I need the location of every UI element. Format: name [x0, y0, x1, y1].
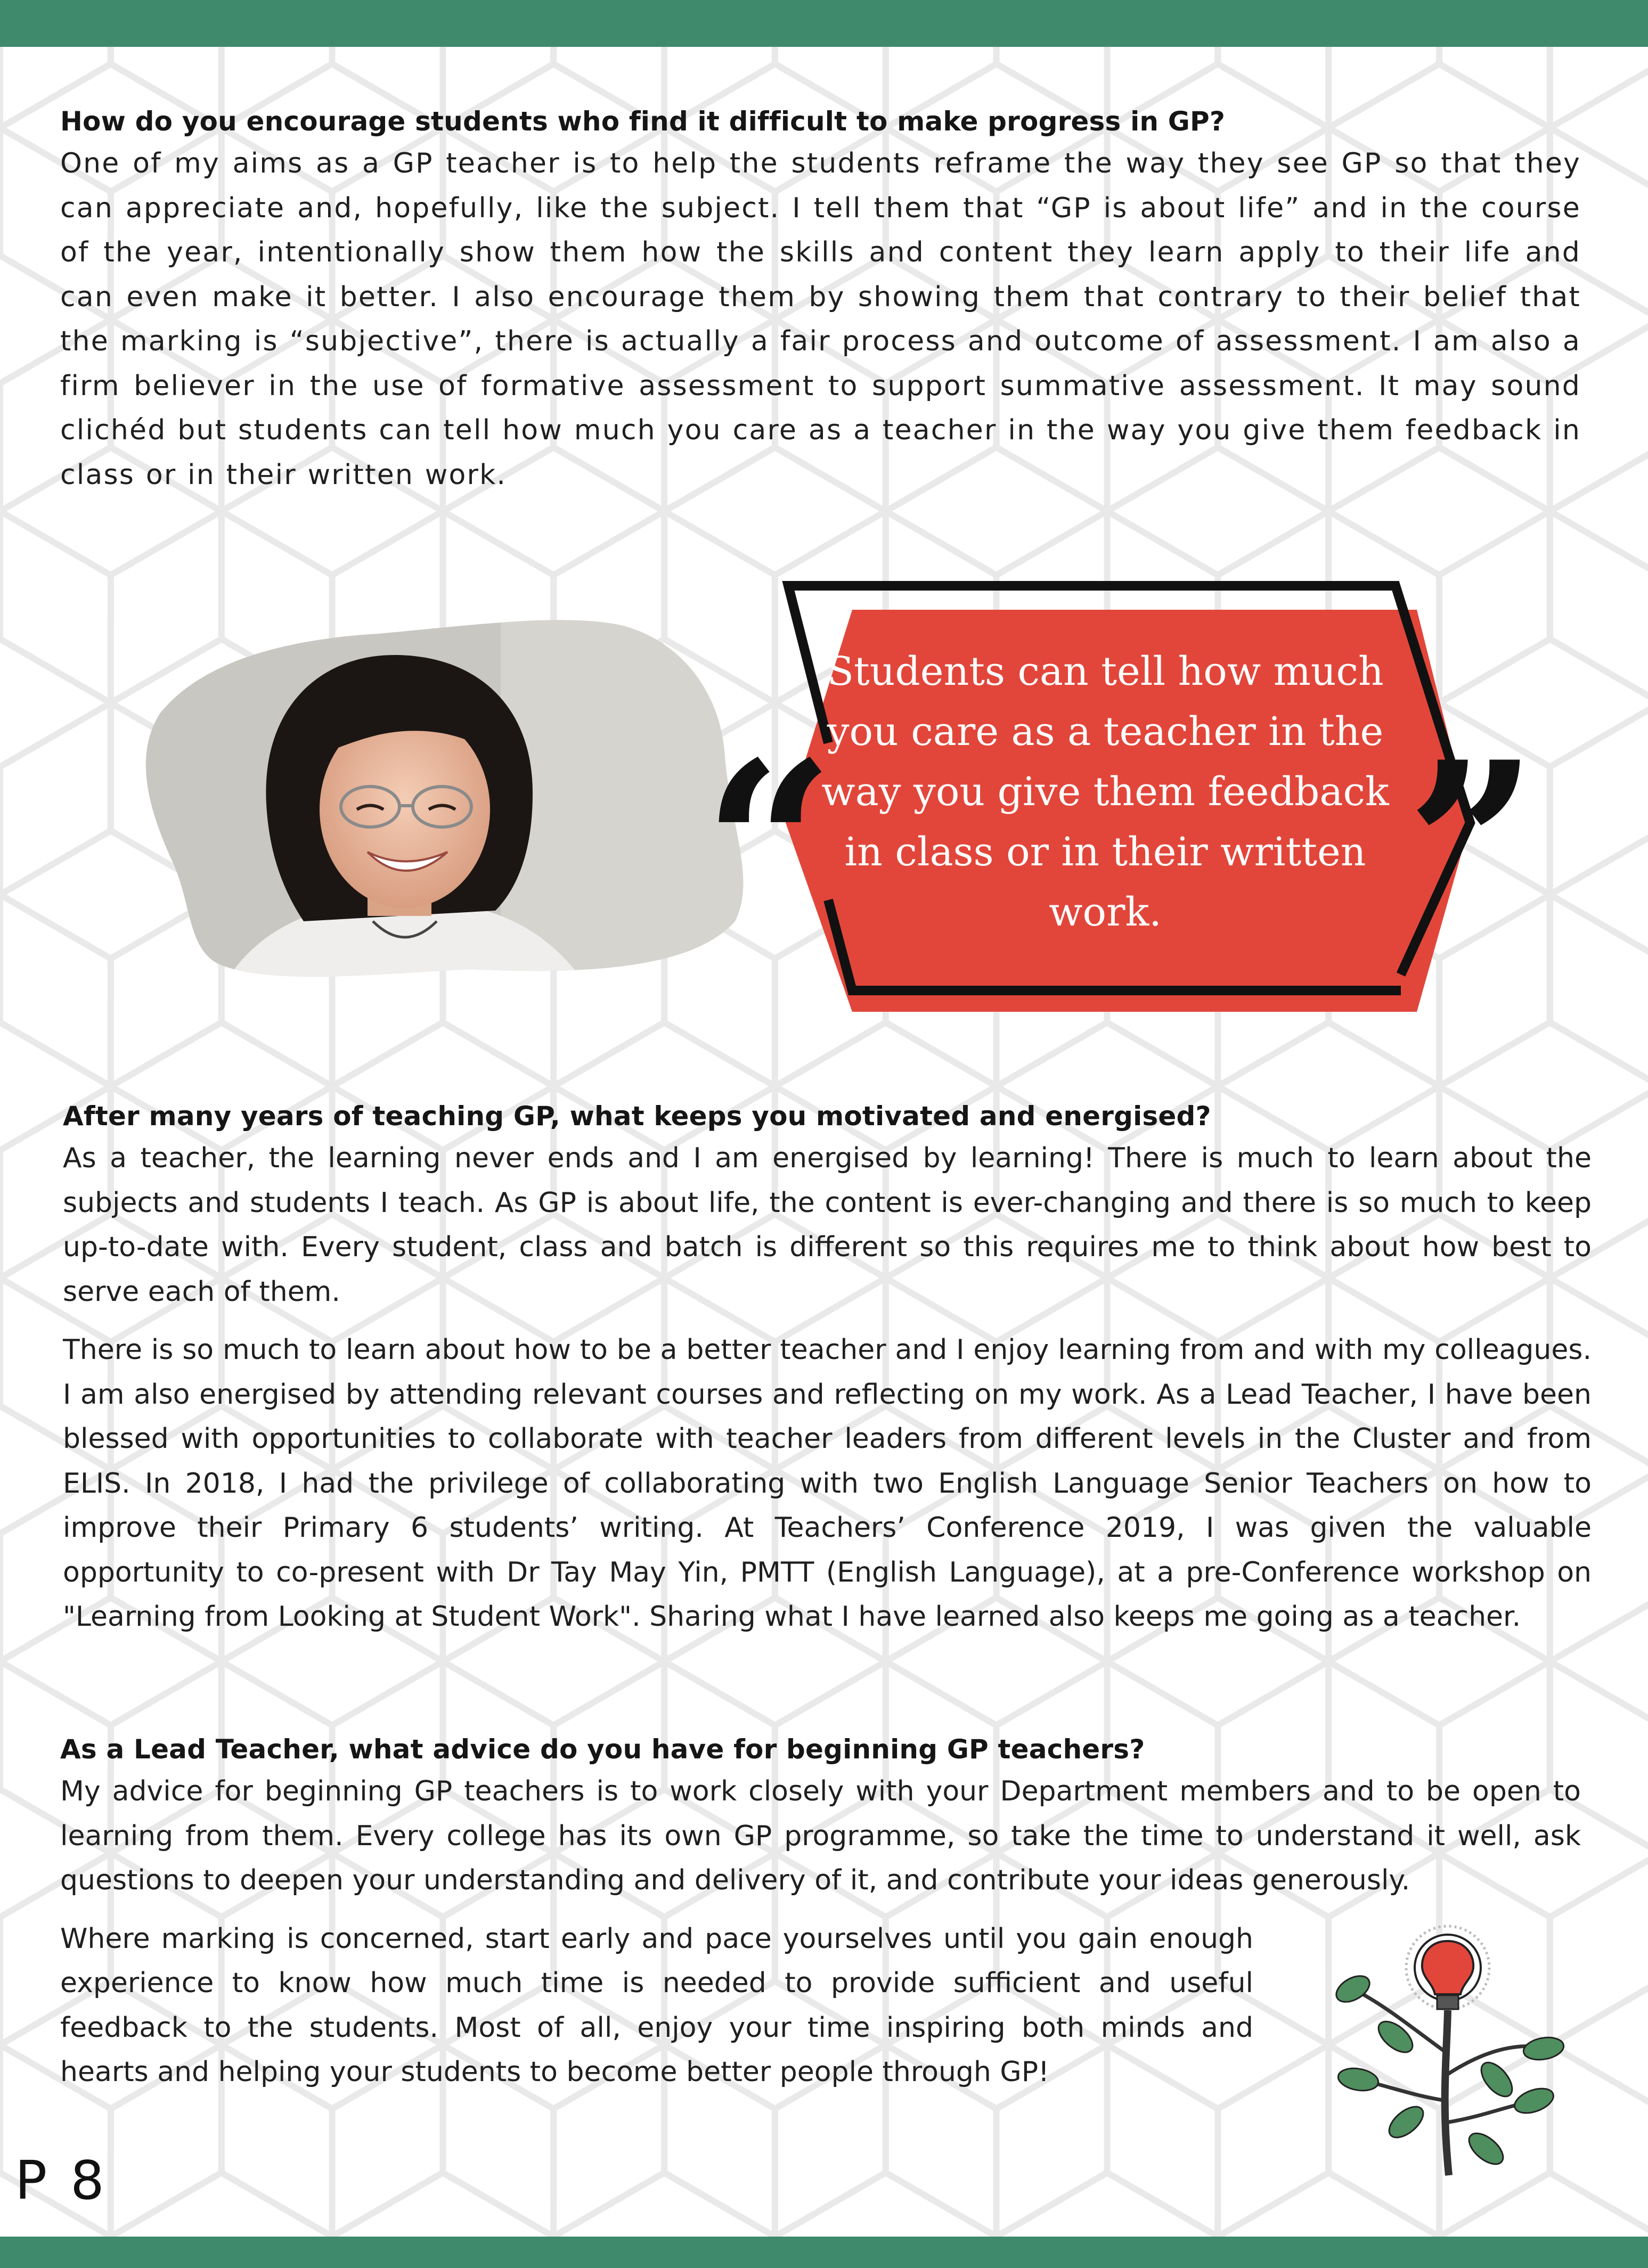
- section-motivation: [63, 1096, 1592, 1640]
- question-heading: After many years of teaching GP, what keeps you motivated and energised?: [63, 1101, 1211, 1132]
- bottom-green-band: [0, 2237, 1648, 2268]
- pull-quote-text: Students can tell how much you care as a teacher in the way you give them feedback in class or in their written work.: [821, 649, 1389, 935]
- page-number: P 8: [15, 2149, 108, 2212]
- answer-paragraph: There is so much to learn about how to be a better teacher and I enjoy learning from and with my colleagues. I am also energised by attending relevant courses and reflecting on my work. As a Lead Teacher, I have been blessed with opportunities to collaborate with teacher leaders from different levels in the Cluster and from ELIS. In 2018, I had the privilege of collaborating with two English Language Senior Teachers on how to improve their Primary 6 students’ writing. At Teachers’ Conference 2019, I was given the valuable opportunity to co-present with Dr Tay May Yin, PMTT (English Language), at a pre-Conference workshop on "Learning from Looking at Student Work". Sharing what I have learned also keeps me going as a teacher.: [63, 1334, 1592, 1633]
- section-encourage-students: [60, 101, 1581, 497]
- top-green-band: [0, 0, 1648, 47]
- lightbulb-plant-icon: [1321, 1925, 1577, 2191]
- close-quote-mark: ”: [1406, 712, 1538, 981]
- answer-paragraph: One of my aims as a GP teacher is to help the students reframe the way they see GP so that they can appreciate and, hopefully, like the subject. I tell them that “GP is about life” and in the course of the year, intentionally show them how the skills and content they learn apply to their life and can even make it better. I also encourage them by showing them that contrary to their belief that the marking is “subjective”, there is actually a fair process and outcome of assessment. I am also a firm believer in the use of formative assessment to support summative assessment. It may sound clichéd but students can tell how much you care as a teacher in the way you give them feedback in class or in their written work.: [60, 148, 1581, 491]
- question-heading: As a Lead Teacher, what advice do you have for beginning GP teachers?: [60, 1734, 1145, 1765]
- open-quote-mark: “: [703, 712, 835, 981]
- answer-paragraph: My advice for beginning GP teachers is to work closely with your Department members and to be open to learning from them. Every college has its own GP programme, so take the time to understand it well, ask questions to deepen your understanding and delivery of it, and contribute your ideas generously.: [60, 1775, 1581, 1896]
- question-heading: How do you encourage students who find it difficult to make progress in GP?: [60, 106, 1226, 137]
- answer-paragraph: As a teacher, the learning never ends and I am energised by learning! There is much to learn about the subjects and students I teach. As GP is about life, the content is ever-changing and there is so much to keep up-to-date with. Every student, class and batch is different so this requires me to think about how best to serve each of them.: [63, 1142, 1592, 1308]
- answer-paragraph: Where marking is concerned, start early and pace yourselves until you gain enough experience to know how much time is needed to provide sufficient and useful feedback to the students. Most of all, enjoy your time inspiring both minds and hearts and helping your students to become better people through GP!: [60, 1922, 1253, 2088]
